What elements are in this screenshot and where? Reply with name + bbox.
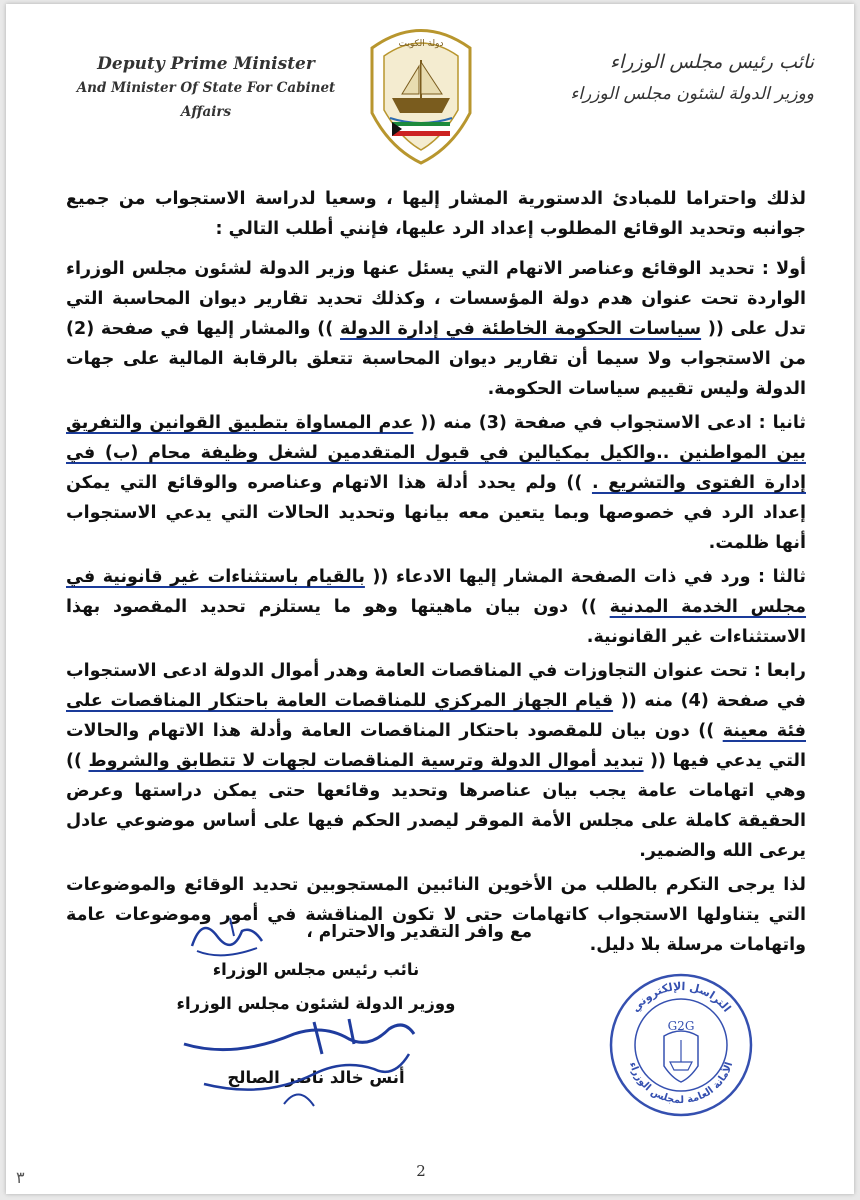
item-label: رابعا :: [753, 661, 806, 681]
svg-text:دولة الكويت: دولة الكويت: [398, 39, 444, 49]
item-text: تحديد الوقائع وعناصر الاتهام التي يسئل عنها وزير الدولة لشئون مجلس الوزراء الواردة تحت عنوان هدم دولة المؤسسات ، وكذلك تحديد تقارير ديوان المحاسبة التي تدل على ((: [66, 259, 806, 339]
item-label: ثالثا :: [758, 567, 807, 587]
document-page: [6, 4, 854, 1194]
item-text: )) والمشار إليها في صفحة (2) من الاستجواب ولا سيما أن تقارير ديوان المحاسبة تتعلق بالرقابة المالية على جهات الدولة وليس تقييم سياسات الحكومة.: [66, 319, 806, 399]
intro-paragraph: لذلك واحتراما للمبادئ الدستورية المشار إليها ، وسعيا لدراسة الاستجواب من جميع جوانبه وتحديد الوقائع المطلوب إعداد الرد عليها، فإنني أطلب التالي :: [66, 189, 806, 239]
item-text: )) وهي اتهامات عامة يجب بيان عناصرها وتحديد وقائعها حتى يمكن دراستها وعرض الحقيقة كاملة على مجلس الأمة الموقر ليصدر الحكم فيها على أساس موضوعي عادل يرعى الله والضمير.: [66, 751, 806, 861]
kuwait-emblem-icon: [362, 18, 480, 168]
underlined-quote: تبديد أموال الدولة وترسية المناقصات لجهات لا تتطابق والشروط: [88, 751, 644, 771]
item-label: أولا :: [761, 259, 806, 279]
arabic-title-line2: ووزير الدولة لشئون مجلس الوزراء: [570, 84, 814, 104]
svg-text:الأمانة العامة لمجلس الوزراء: الأمانة العامة لمجلس الوزراء: [626, 1060, 736, 1107]
svg-text:التراسل الإلكتروني: التراسل الإلكتروني: [628, 979, 734, 1015]
item-text: )) دون بيان للمقصود باحتكار المناقصات العامة وأدلة هذا الاتهام والحالات التي يدعي فيها ((: [66, 721, 806, 771]
underlined-quote: عدم المساواة بتطبيق القوانين والتفريق بين المواطنين ..والكيل بمكيالين في قبول المتقدمين لشغل وظيفة محام (ب) في إدارة الفتوى والتشريع .: [66, 413, 806, 493]
item-fourth: [66, 656, 806, 866]
item-first: [66, 254, 806, 404]
signatory-name: أنس خالد ناصر الصالح: [227, 1068, 405, 1087]
english-title-line2: And Minister Of State For Cabinet Affairs: [76, 80, 336, 120]
underlined-quote: بالقيام باستثناءات غير قانونية في مجلس الخدمة المدنية: [66, 567, 807, 617]
item-text: )) ولم يحدد أدلة هذا الاتهام وعناصره والوقائع التي يمكن إعداد الرد في خصوصها وبما يتعين معه بيانها وتحديد الحالات التي يدعي الاستجواب أنها ظلمت.: [66, 473, 806, 553]
svg-text:G2G: G2G: [667, 1019, 695, 1033]
item-text: تحت عنوان التجاوزات في المناقصات العامة وهدر أموال الدولة ادعى الاستجواب في صفحة (4) منه ((: [66, 661, 806, 711]
item-text: ورد في ذات الصفحة المشار إليها الادعاء ((: [364, 567, 759, 587]
handwritten-corner-mark: ٣: [16, 1168, 25, 1187]
item-text: ادعى الاستجواب في صفحة (3) منه ((: [413, 413, 759, 433]
page-number: 2: [416, 1162, 426, 1180]
conclusion-paragraph: لذا يرجى التكرم بالطلب من الأخوين النائبين المستجوبين تحديد الوقائع والموضوعات التي يتناولها الاستجواب كاتهامات حتى لا تكون المناقشة في أمور وموضوعات عامة واتهامات مرسلة بلا دليل.: [66, 875, 806, 955]
handwritten-signature: [174, 1014, 424, 1114]
underlined-quote: سياسات الحكومة الخاطئة في إدارة الدولة: [340, 319, 702, 339]
english-letterhead: [56, 52, 356, 124]
signatory-title-1: نائب رئيس مجلس الوزراء: [212, 960, 420, 979]
item-text: )) دون بيان ماهيتها وهو ما يستلزم تحديد المقصود بهذا الاستثناءات غير القانونية.: [66, 597, 806, 647]
handwritten-initial-signature: [182, 906, 272, 966]
arabic-title-line1: نائب رئيس مجلس الوزراء: [610, 51, 814, 73]
closing-salutation: مع وافر التقدير والاحترام ،: [306, 922, 532, 942]
item-second: [66, 408, 806, 558]
signatory-title-2: ووزير الدولة لشئون مجلس الوزراء: [176, 994, 456, 1013]
underlined-quote: قيام الجهاز المركزي للمناقصات العامة باحتكار المناقصات على فئة معينة: [66, 691, 806, 741]
item-third: [66, 562, 806, 652]
item-label: ثانيا :: [758, 413, 806, 433]
arabic-letterhead: [484, 46, 814, 110]
english-title-line1: Deputy Prime Minister: [97, 54, 315, 74]
letter-body: [66, 184, 806, 960]
g2g-stamp-icon: [606, 970, 756, 1120]
